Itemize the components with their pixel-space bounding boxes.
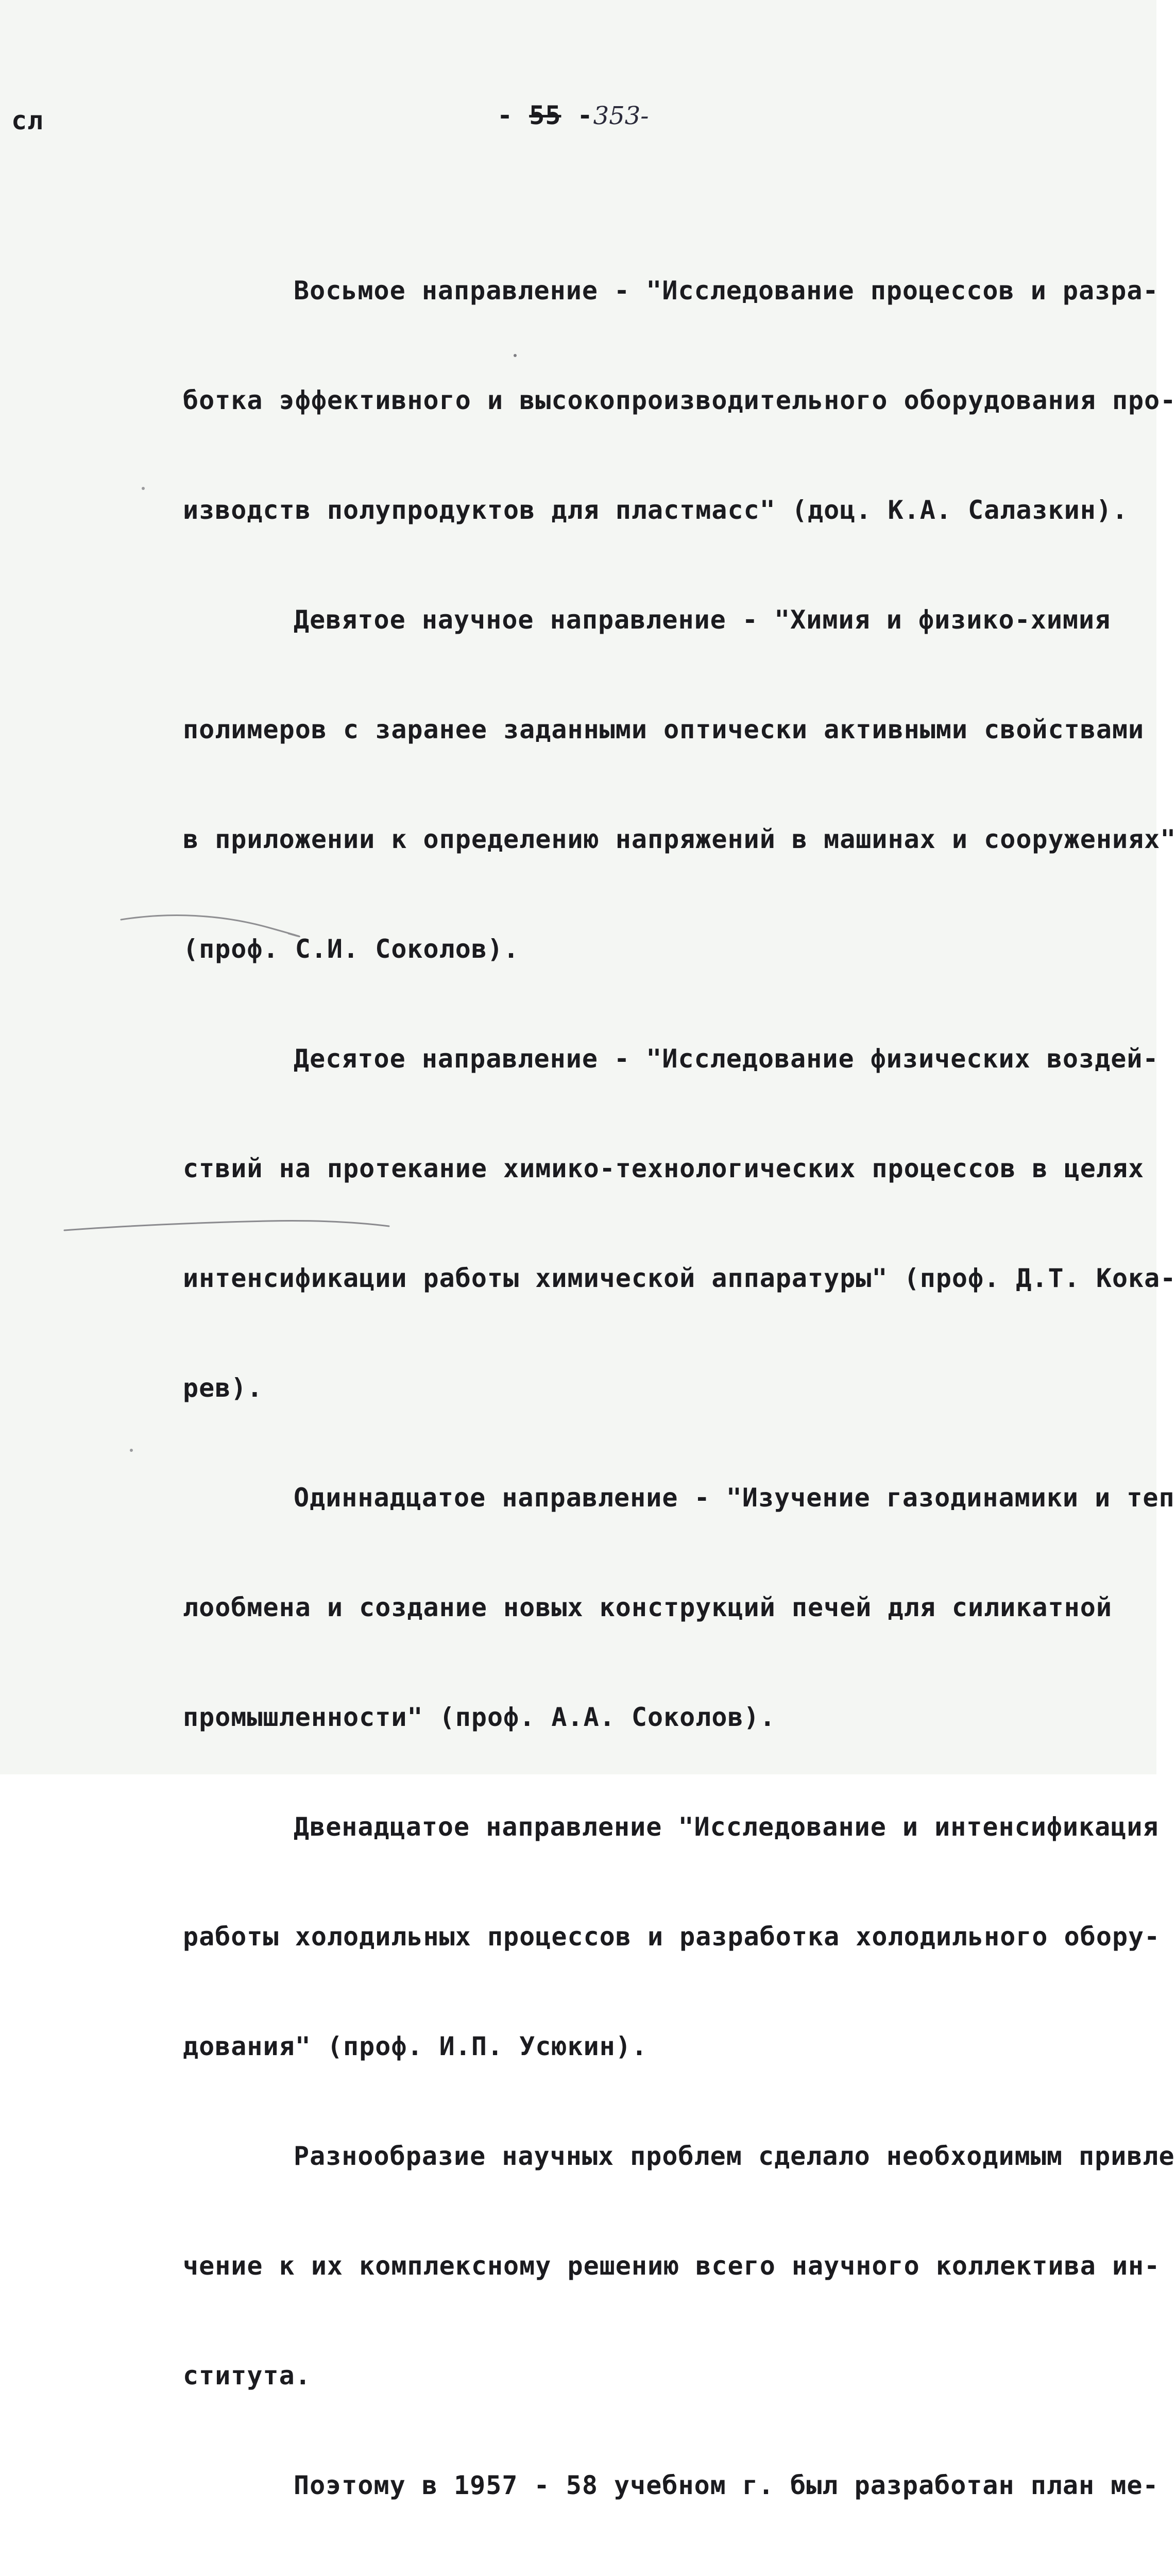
text-line: Десятое направление - "Исследование физических воздей- [294,1044,1159,1074]
text-line: Двенадцатое направление "Исследование и интенсификация [294,1812,1159,1842]
text-line: ботка эффективного и высокопроизводительного оборудования про- [183,385,1176,415]
text-line: в приложении к определению напряжений в машинах и сооружениях" [183,824,1176,854]
text-line: интенсификации работы химической аппаратуры" (проф. Д.Т. Кока- [183,1263,1176,1293]
text-line: работы холодильных процессов и разработка холодильного обору- [183,1922,1161,1952]
text-line: Девятое научное направление - "Химия и физико-химия [294,605,1111,635]
page-number-new: 353- [593,101,649,130]
margin-mark: сл [11,106,44,135]
text-line: Поэтому в 1957 - 58 учебном г. был разработан план ме- [294,2470,1159,2500]
text-line: промышленности" (проф. А.А. Соколов). [183,1702,776,1732]
pencil-dot [142,487,145,490]
pencil-stroke [121,916,299,937]
text-line [183,2570,1156,2576]
pencil-stroke [64,1221,389,1230]
text-line: (проф. С.И. Соколов). [183,934,520,964]
text-line: полимеров с заранее заданными оптически активными свойствами [183,715,1145,744]
text-line: чение к их комплексному решению всего научного коллектива ин- [183,2251,1161,2281]
pencil-dot [130,1449,133,1452]
text-line: ствий на протекание химико-технологических процессов в целях [183,1154,1145,1183]
text-line: ститута. [183,2361,311,2391]
text-line: Разнообразие научных проблем сделало необходимым привле [294,2141,1175,2171]
text-line: лообмена и создание новых конструкций печей для силикатной [183,1592,1112,1622]
text-line: рев). [183,1373,263,1403]
page-number-dash: - [577,100,593,130]
text-line: Одиннадцатое направление - "Изучение газодинамики и теп [294,1483,1175,1513]
text-line: Восьмое направление - "Исследование процессов и разра- [294,276,1159,306]
text-line: изводств полупродуктов для пластмасс" (доц. К.А. Салазкин). [183,495,1129,525]
pencil-dot [514,354,517,357]
page-number-dash: - [497,100,514,130]
text-line: дования" (проф. И.П. Усюкин). [183,2031,647,2061]
page-number-old: 55 [529,100,561,130]
